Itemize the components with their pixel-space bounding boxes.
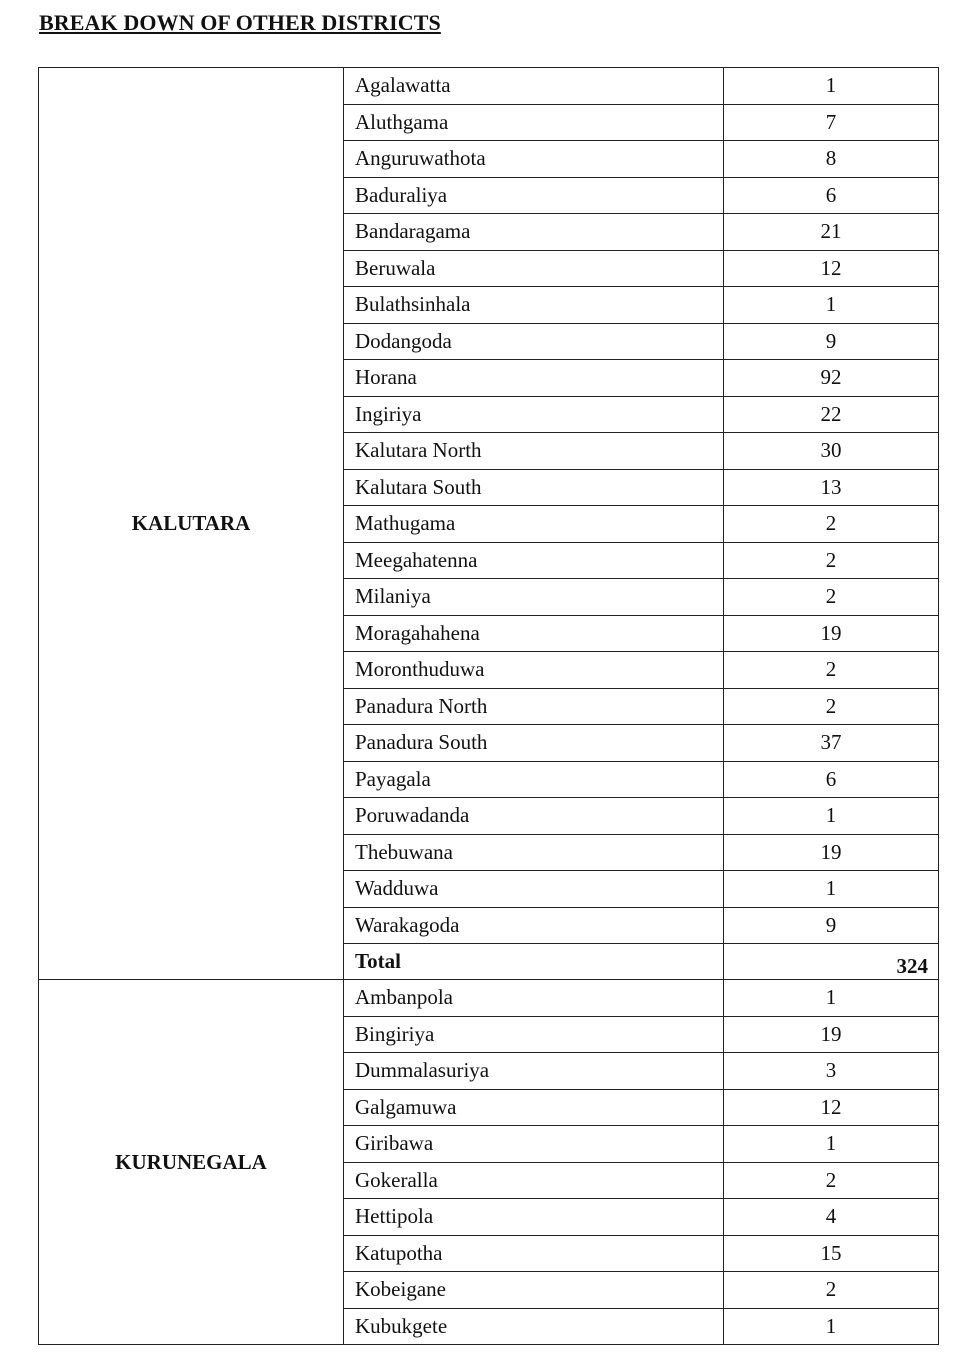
- area-name-cell: Bandaragama: [344, 214, 724, 251]
- area-name-cell: Ingiriya: [344, 396, 724, 433]
- area-count-cell: 1: [724, 798, 939, 835]
- area-name-cell: Baduraliya: [344, 177, 724, 214]
- area-count-cell: 30: [724, 433, 939, 470]
- area-count-cell: 6: [724, 761, 939, 798]
- area-name-cell: Ambanpola: [344, 980, 724, 1017]
- total-label-cell: Total: [344, 944, 724, 980]
- area-name-cell: Mathugama: [344, 506, 724, 543]
- area-name-cell: Aluthgama: [344, 104, 724, 141]
- district-name-cell: KURUNEGALA: [39, 980, 344, 1345]
- area-count-cell: 2: [724, 579, 939, 616]
- area-count-cell: 9: [724, 323, 939, 360]
- page-title: BREAK DOWN OF OTHER DISTRICTS: [39, 10, 441, 35]
- district-breakdown-table: [38, 67, 939, 1345]
- table-row: [39, 68, 939, 105]
- area-count-cell: 2: [724, 652, 939, 689]
- area-count-cell: 1: [724, 871, 939, 908]
- area-count-cell: 2: [724, 1162, 939, 1199]
- area-count-cell: 1: [724, 980, 939, 1017]
- area-name-cell: Moronthuduwa: [344, 652, 724, 689]
- area-name-cell: Dummalasuriya: [344, 1053, 724, 1090]
- table-row: [39, 980, 939, 1017]
- area-count-cell: 92: [724, 360, 939, 397]
- area-count-cell: 4: [724, 1199, 939, 1236]
- area-name-cell: Katupotha: [344, 1235, 724, 1272]
- area-count-cell: 19: [724, 834, 939, 871]
- area-name-cell: Beruwala: [344, 250, 724, 287]
- area-name-cell: Bulathsinhala: [344, 287, 724, 324]
- area-name-cell: Moragahahena: [344, 615, 724, 652]
- area-name-cell: Kalutara South: [344, 469, 724, 506]
- area-count-cell: 2: [724, 688, 939, 725]
- area-name-cell: Agalawatta: [344, 68, 724, 105]
- table-body: [39, 68, 939, 1345]
- area-count-cell: 13: [724, 469, 939, 506]
- area-count-cell: 12: [724, 250, 939, 287]
- total-value-cell: 324: [724, 944, 939, 980]
- area-name-cell: Bingiriya: [344, 1016, 724, 1053]
- area-count-cell: 9: [724, 907, 939, 944]
- area-count-cell: 2: [724, 542, 939, 579]
- area-count-cell: 2: [724, 1272, 939, 1309]
- area-name-cell: Hettipola: [344, 1199, 724, 1236]
- area-name-cell: Milaniya: [344, 579, 724, 616]
- area-count-cell: 1: [724, 1126, 939, 1163]
- area-count-cell: 22: [724, 396, 939, 433]
- area-name-cell: Anguruwathota: [344, 141, 724, 178]
- area-count-cell: 3: [724, 1053, 939, 1090]
- area-count-cell: 1: [724, 68, 939, 105]
- area-count-cell: 6: [724, 177, 939, 214]
- area-name-cell: Panadura North: [344, 688, 724, 725]
- area-name-cell: Warakagoda: [344, 907, 724, 944]
- area-name-cell: Payagala: [344, 761, 724, 798]
- area-name-cell: Kalutara North: [344, 433, 724, 470]
- area-count-cell: 12: [724, 1089, 939, 1126]
- area-name-cell: Gokeralla: [344, 1162, 724, 1199]
- area-count-cell: 2: [724, 506, 939, 543]
- area-name-cell: Panadura South: [344, 725, 724, 762]
- area-name-cell: Horana: [344, 360, 724, 397]
- area-count-cell: 1: [724, 287, 939, 324]
- area-count-cell: 21: [724, 214, 939, 251]
- area-count-cell: 1: [724, 1308, 939, 1345]
- area-name-cell: Kubukgete: [344, 1308, 724, 1345]
- area-name-cell: Thebuwana: [344, 834, 724, 871]
- area-count-cell: 37: [724, 725, 939, 762]
- area-count-cell: 7: [724, 104, 939, 141]
- area-count-cell: 15: [724, 1235, 939, 1272]
- area-count-cell: 19: [724, 1016, 939, 1053]
- area-name-cell: Galgamuwa: [344, 1089, 724, 1126]
- area-name-cell: Wadduwa: [344, 871, 724, 908]
- area-name-cell: Poruwadanda: [344, 798, 724, 835]
- area-name-cell: Giribawa: [344, 1126, 724, 1163]
- area-count-cell: 8: [724, 141, 939, 178]
- district-name-cell: KALUTARA: [39, 68, 344, 980]
- area-name-cell: Meegahatenna: [344, 542, 724, 579]
- area-count-cell: 19: [724, 615, 939, 652]
- area-name-cell: Dodangoda: [344, 323, 724, 360]
- area-name-cell: Kobeigane: [344, 1272, 724, 1309]
